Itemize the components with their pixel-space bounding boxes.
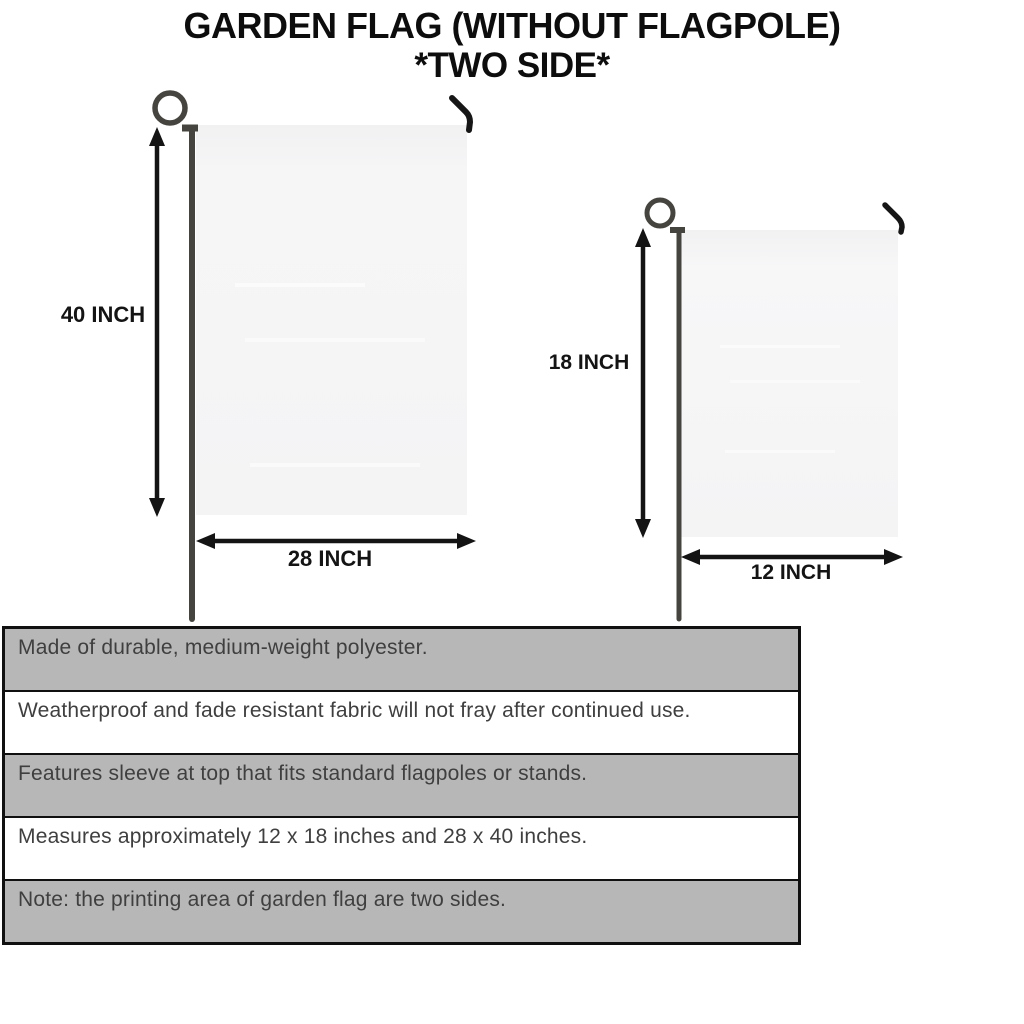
- feature-text: Measures approximately 12 x 18 inches and 28 x 40 inches.: [18, 825, 588, 848]
- flag-crease: [250, 463, 420, 467]
- flag-small: [678, 230, 898, 537]
- flag-crease: [235, 283, 365, 287]
- width-label-small: 12 INCH: [750, 561, 832, 584]
- flag-clip-hook-icon: [885, 205, 902, 232]
- width-label-large: 28 INCH: [287, 546, 373, 571]
- flag-crease: [725, 450, 835, 453]
- table-row: [5, 629, 798, 690]
- height-label-large: 40 INCH: [60, 302, 146, 327]
- feature-text: Made of durable, medium-weight polyester.: [18, 636, 428, 659]
- flagpole-loop-icon: [647, 200, 673, 226]
- page-title-line2: *TWO SIDE*: [414, 45, 610, 85]
- flag-crease: [245, 338, 425, 342]
- feature-text: Note: the printing area of garden flag are two sides.: [18, 888, 507, 911]
- table-row: [5, 690, 798, 753]
- page-title: [0, 6, 1024, 86]
- height-arrow-small: [635, 228, 651, 538]
- flag-large: [196, 125, 467, 515]
- flag-crease: [730, 380, 860, 383]
- table-row: [5, 753, 798, 816]
- page-title-line1: GARDEN FLAG (WITHOUT FLAGPOLE): [183, 5, 841, 46]
- flagpole-loop-icon: [155, 93, 185, 123]
- feature-text: Weatherproof and fade resistant fabric will not fray after continued use.: [18, 699, 691, 722]
- table-row: [5, 816, 798, 879]
- features-table: [2, 626, 801, 945]
- feature-text: Features sleeve at top that fits standard flagpoles or stands.: [18, 762, 588, 785]
- table-row: [5, 879, 798, 942]
- flag-crease: [720, 345, 840, 348]
- height-arrow-large: [149, 127, 165, 517]
- flag-diagram-large: [130, 88, 490, 625]
- height-label-small: 18 INCH: [548, 351, 630, 374]
